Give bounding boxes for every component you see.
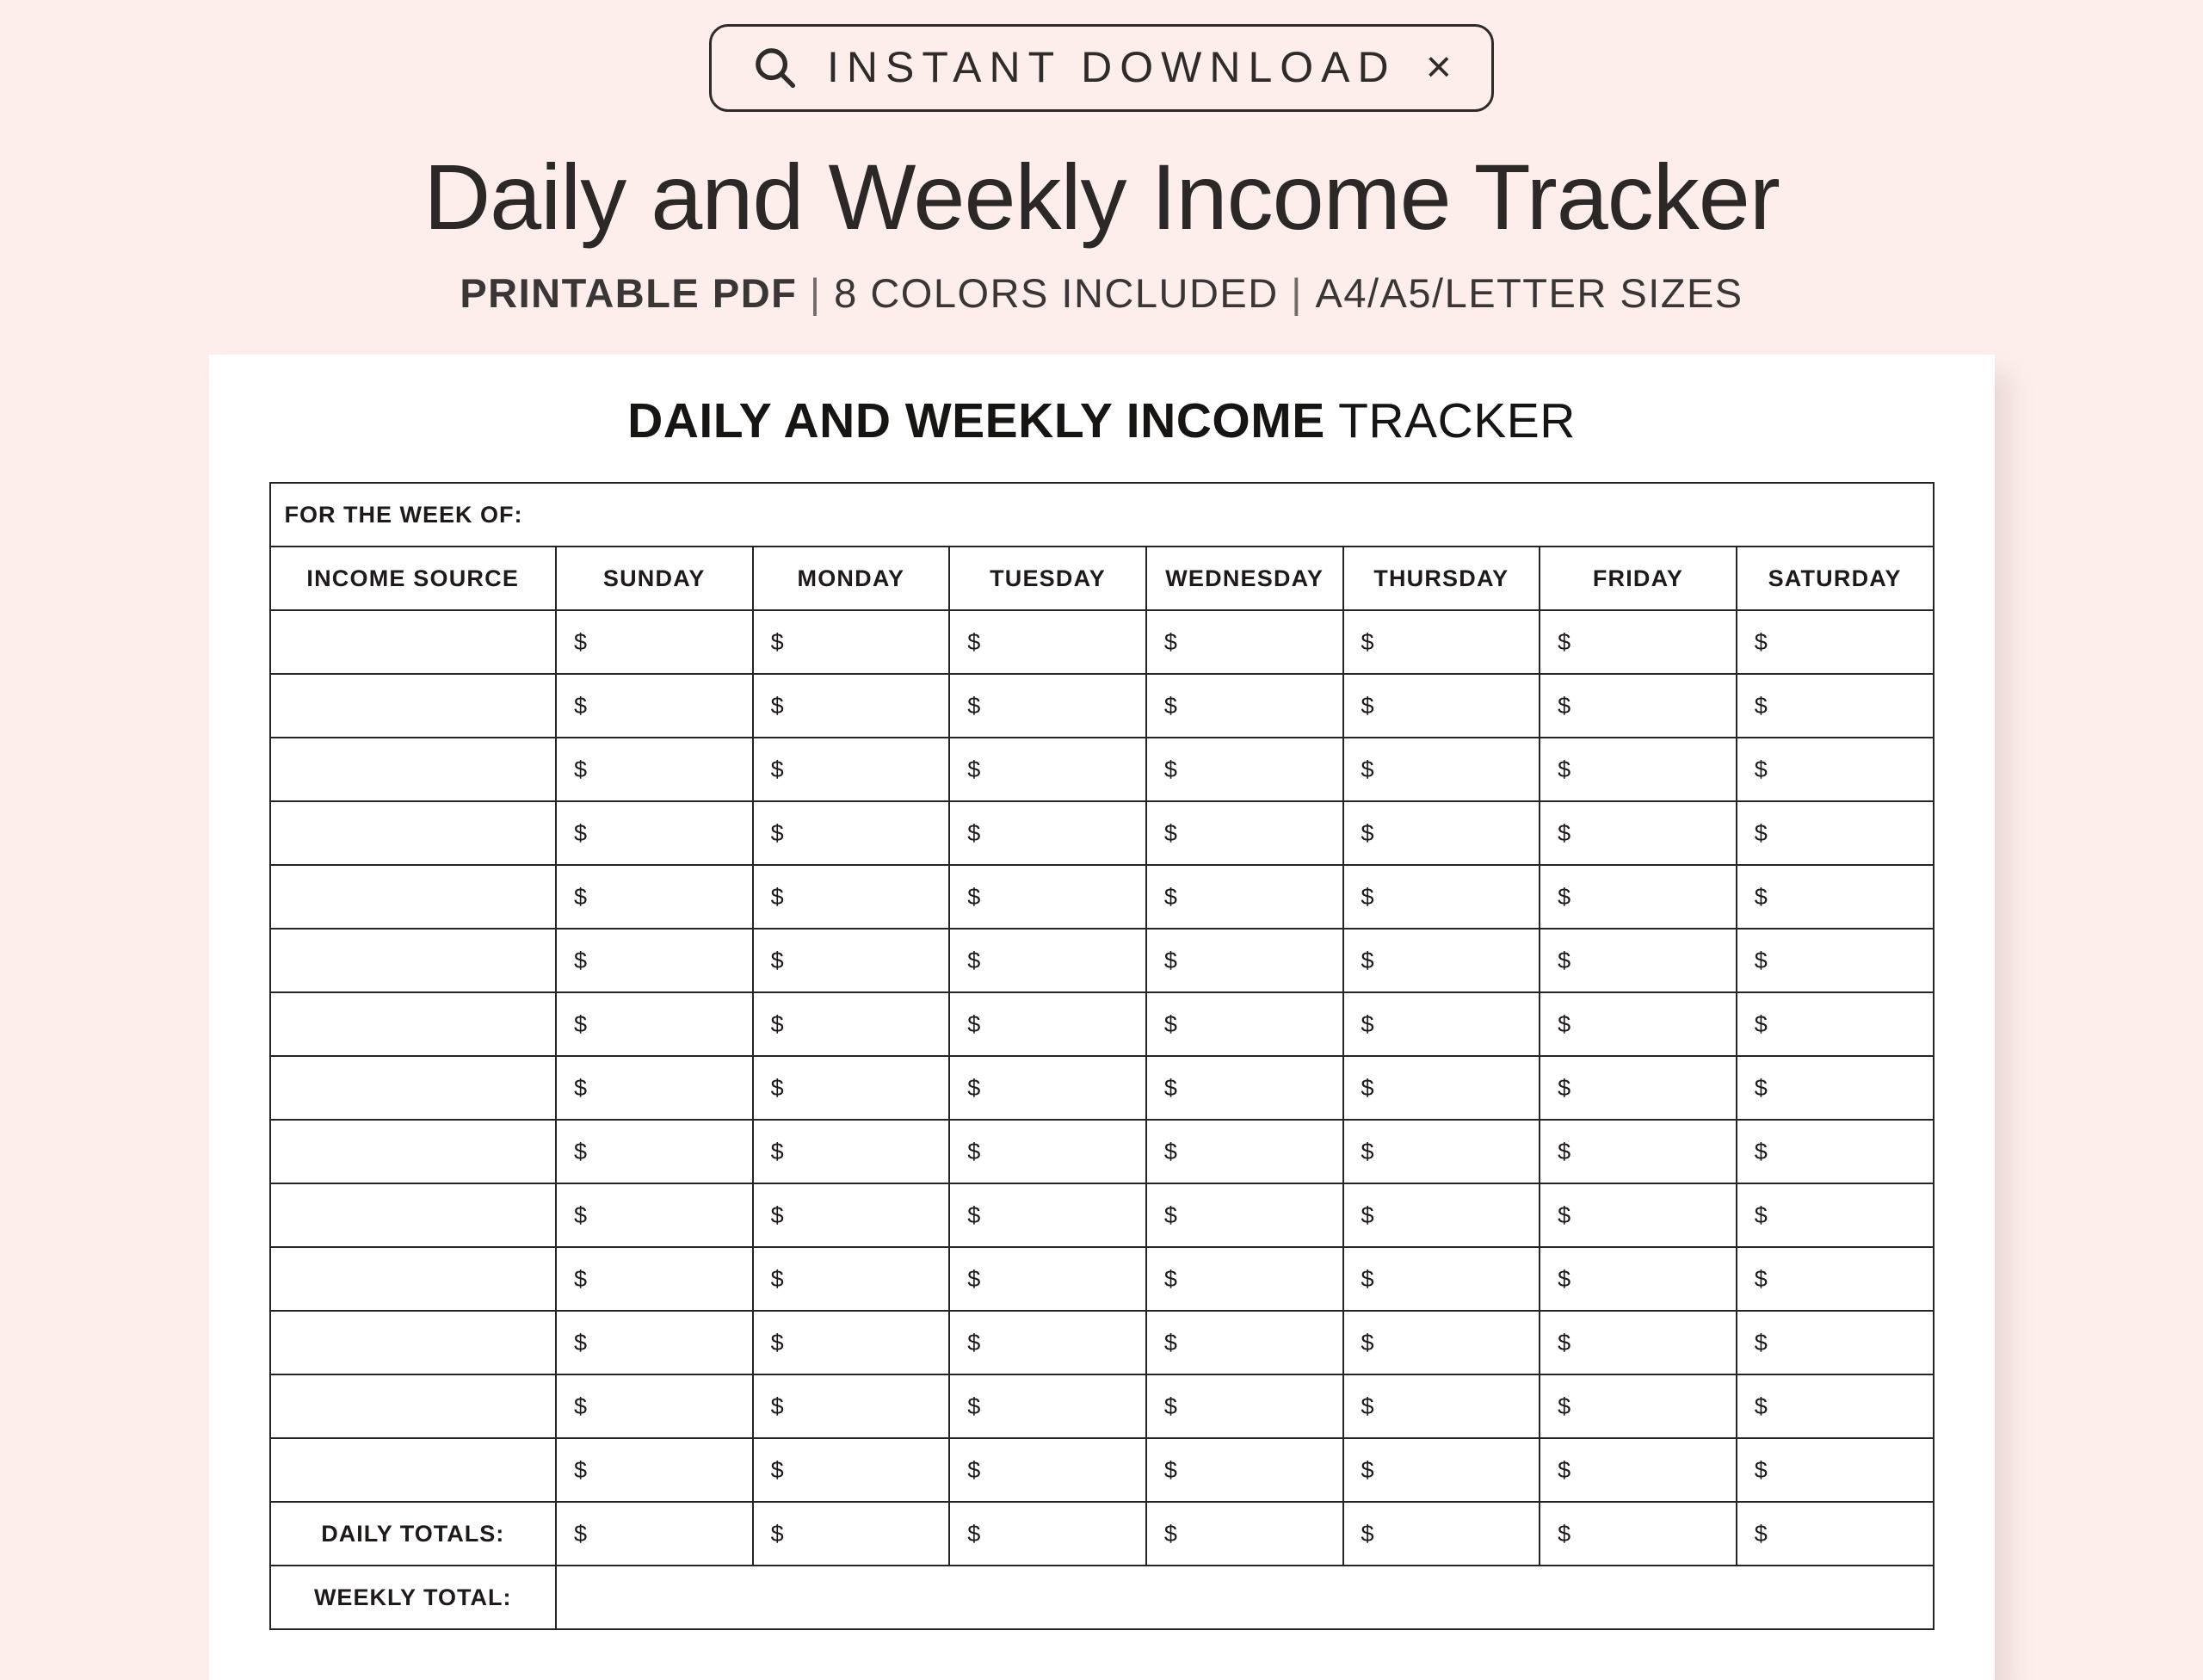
amount-input[interactable]: $ [753, 1056, 950, 1120]
table-row [270, 610, 1934, 674]
amount-input[interactable]: $ [1146, 1183, 1343, 1247]
amount-input[interactable]: $ [753, 1311, 950, 1374]
column-header-wednesday: WEDNESDAY [1146, 547, 1343, 610]
amount-input[interactable]: $ [753, 610, 950, 674]
amount-input[interactable]: $ [949, 1311, 1146, 1374]
income-source-input[interactable] [270, 801, 556, 865]
table-row [270, 674, 1934, 738]
amount-input[interactable]: $ [949, 610, 1146, 674]
table-row [270, 1183, 1934, 1247]
income-source-input[interactable] [270, 1311, 556, 1374]
daily-total-input[interactable]: $ [1737, 1502, 1934, 1566]
income-source-input[interactable] [270, 610, 556, 674]
table-row [270, 738, 1934, 801]
amount-input[interactable]: $ [1343, 801, 1540, 865]
income-source-input[interactable] [270, 992, 556, 1056]
table-header-row [270, 547, 1934, 610]
amount-input[interactable]: $ [949, 1438, 1146, 1502]
daily-total-input[interactable]: $ [1540, 1502, 1737, 1566]
amount-input[interactable]: $ [949, 1374, 1146, 1438]
daily-total-input[interactable]: $ [556, 1502, 753, 1566]
table-row [270, 992, 1934, 1056]
amount-input[interactable]: $ [556, 738, 753, 801]
column-header-thursday: THURSDAY [1343, 547, 1540, 610]
column-header-saturday: SATURDAY [1737, 547, 1934, 610]
amount-input[interactable]: $ [556, 929, 753, 992]
amount-input[interactable]: $ [1737, 929, 1934, 992]
amount-input[interactable]: $ [949, 1120, 1146, 1183]
amount-input[interactable]: $ [1146, 738, 1343, 801]
amount-input[interactable]: $ [556, 1374, 753, 1438]
amount-input[interactable]: $ [1737, 1438, 1934, 1502]
income-source-input[interactable] [270, 1247, 556, 1311]
amount-input[interactable]: $ [949, 1056, 1146, 1120]
subtitle-separator-2: | [1278, 270, 1316, 317]
amount-input[interactable]: $ [753, 1374, 950, 1438]
table-row [270, 1247, 1934, 1311]
amount-input[interactable]: $ [949, 992, 1146, 1056]
amount-input[interactable]: $ [1343, 1056, 1540, 1120]
amount-input[interactable]: $ [753, 1120, 950, 1183]
amount-input[interactable]: $ [1737, 674, 1934, 738]
amount-input[interactable]: $ [753, 801, 950, 865]
daily-total-input[interactable]: $ [949, 1502, 1146, 1566]
amount-input[interactable]: $ [1540, 1120, 1737, 1183]
instant-download-badge [709, 24, 1494, 112]
amount-input[interactable]: $ [1146, 865, 1343, 929]
amount-input[interactable]: $ [1540, 674, 1737, 738]
amount-input[interactable]: $ [1540, 865, 1737, 929]
income-tracker-table [269, 482, 1935, 1630]
column-header-tuesday: TUESDAY [949, 547, 1146, 610]
week-of-row [270, 483, 1934, 547]
amount-input[interactable]: $ [949, 674, 1146, 738]
weekly-total-label: WEEKLY TOTAL: [270, 1566, 556, 1629]
amount-input[interactable]: $ [1343, 1183, 1540, 1247]
amount-input[interactable]: $ [1737, 1247, 1934, 1311]
amount-input[interactable]: $ [1737, 1311, 1934, 1374]
amount-input[interactable]: $ [1343, 865, 1540, 929]
amount-input[interactable]: $ [1737, 1374, 1934, 1438]
amount-input[interactable]: $ [1737, 738, 1934, 801]
amount-input[interactable]: $ [753, 1247, 950, 1311]
instant-download-label: INSTANT DOWNLOAD [826, 43, 1397, 91]
amount-input[interactable]: $ [1343, 992, 1540, 1056]
amount-input[interactable]: $ [949, 1183, 1146, 1247]
amount-input[interactable]: $ [1146, 1438, 1343, 1502]
table-row [270, 1438, 1934, 1502]
sheet-title-strong: DAILY AND WEEKLY INCOME [627, 393, 1325, 449]
amount-input[interactable]: $ [1540, 1183, 1737, 1247]
amount-input[interactable]: $ [556, 865, 753, 929]
income-source-input[interactable] [270, 929, 556, 992]
income-source-input[interactable] [270, 1438, 556, 1502]
income-source-input[interactable] [270, 1120, 556, 1183]
amount-input[interactable]: $ [556, 992, 753, 1056]
subtitle-colors: 8 COLORS INCLUDED [834, 270, 1279, 317]
daily-totals-row [270, 1502, 1934, 1566]
amount-input[interactable]: $ [1343, 929, 1540, 992]
search-icon [751, 44, 798, 90]
amount-input[interactable]: $ [1737, 801, 1934, 865]
amount-input[interactable]: $ [1146, 610, 1343, 674]
column-header-sunday: SUNDAY [556, 547, 753, 610]
amount-input[interactable]: $ [1540, 801, 1737, 865]
weekly-total-input[interactable] [556, 1566, 1934, 1629]
amount-input[interactable]: $ [1146, 674, 1343, 738]
amount-input[interactable]: $ [1146, 1247, 1343, 1311]
amount-input[interactable]: $ [949, 738, 1146, 801]
amount-input[interactable]: $ [1343, 1311, 1540, 1374]
amount-input[interactable]: $ [753, 865, 950, 929]
amount-input[interactable]: $ [1540, 1056, 1737, 1120]
amount-input[interactable]: $ [1146, 1120, 1343, 1183]
amount-input[interactable]: $ [753, 992, 950, 1056]
amount-input[interactable]: $ [1146, 801, 1343, 865]
income-source-input[interactable] [270, 865, 556, 929]
amount-input[interactable]: $ [1343, 1374, 1540, 1438]
sheet-title-light: TRACKER [1324, 393, 1576, 449]
amount-input[interactable]: $ [1737, 992, 1934, 1056]
amount-input[interactable]: $ [556, 1120, 753, 1183]
amount-input[interactable]: $ [1540, 738, 1737, 801]
income-source-input[interactable] [270, 738, 556, 801]
amount-input[interactable]: $ [1737, 610, 1934, 674]
amount-input[interactable]: $ [556, 1183, 753, 1247]
table-row [270, 801, 1934, 865]
column-header-friday: FRIDAY [1540, 547, 1737, 610]
amount-input[interactable]: $ [1540, 1311, 1737, 1374]
amount-input[interactable]: $ [1540, 1374, 1737, 1438]
amount-input[interactable]: $ [1146, 992, 1343, 1056]
income-source-input[interactable] [270, 1374, 556, 1438]
amount-input[interactable]: $ [949, 929, 1146, 992]
page-subtitle [0, 269, 2203, 317]
amount-input[interactable]: $ [556, 610, 753, 674]
weekly-total-row [270, 1566, 1934, 1629]
amount-input[interactable]: $ [1343, 1247, 1540, 1311]
amount-input[interactable]: $ [556, 1311, 753, 1374]
amount-input[interactable]: $ [753, 1438, 950, 1502]
printable-preview [209, 355, 1995, 1680]
income-source-input[interactable] [270, 1183, 556, 1247]
subtitle-sizes: A4/A5/LETTER SIZES [1315, 270, 1743, 317]
page-title: Daily and Weekly Income Tracker [423, 145, 1780, 249]
table-row [270, 1056, 1934, 1120]
amount-input[interactable]: $ [753, 929, 950, 992]
amount-input[interactable]: $ [1146, 1374, 1343, 1438]
amount-input[interactable]: $ [1737, 1183, 1934, 1247]
amount-input[interactable]: $ [753, 674, 950, 738]
amount-input[interactable]: $ [556, 674, 753, 738]
amount-input[interactable]: $ [1146, 1056, 1343, 1120]
table-row [270, 865, 1934, 929]
amount-input[interactable]: $ [1146, 1311, 1343, 1374]
amount-input[interactable]: $ [1343, 1120, 1540, 1183]
amount-input[interactable]: $ [949, 1247, 1146, 1311]
amount-input[interactable]: $ [556, 1056, 753, 1120]
subtitle-separator-1: | [797, 270, 835, 317]
subtitle-format: PRINTABLE PDF [460, 270, 798, 317]
table-row [270, 1120, 1934, 1183]
amount-input[interactable]: $ [1540, 992, 1737, 1056]
amount-input[interactable]: $ [753, 738, 950, 801]
amount-input[interactable]: $ [1540, 610, 1737, 674]
amount-input[interactable]: $ [1146, 929, 1343, 992]
daily-totals-label: DAILY TOTALS: [270, 1502, 556, 1566]
amount-input[interactable]: $ [556, 1438, 753, 1502]
amount-input[interactable]: $ [1540, 1438, 1737, 1502]
instant-download-banner [0, 0, 2203, 112]
daily-total-input[interactable]: $ [1343, 1502, 1540, 1566]
close-icon[interactable]: × [1425, 42, 1452, 92]
table-row [270, 929, 1934, 992]
amount-input[interactable]: $ [1737, 865, 1934, 929]
amount-input[interactable]: $ [1737, 1120, 1934, 1183]
income-source-input[interactable] [270, 674, 556, 738]
column-header-monday: MONDAY [753, 547, 950, 610]
amount-input[interactable]: $ [949, 865, 1146, 929]
amount-input[interactable]: $ [1343, 1438, 1540, 1502]
amount-input[interactable]: $ [1343, 610, 1540, 674]
table-row [270, 1311, 1934, 1374]
sheet-title [269, 392, 1935, 449]
daily-total-input[interactable]: $ [753, 1502, 950, 1566]
amount-input[interactable]: $ [1737, 1056, 1934, 1120]
amount-input[interactable]: $ [1540, 1247, 1737, 1311]
amount-input[interactable]: $ [1343, 738, 1540, 801]
table-row [270, 1374, 1934, 1438]
amount-input[interactable]: $ [1343, 674, 1540, 738]
amount-input[interactable]: $ [1540, 929, 1737, 992]
column-header-income-source: INCOME SOURCE [270, 547, 556, 610]
amount-input[interactable]: $ [556, 1247, 753, 1311]
week-of-label[interactable]: FOR THE WEEK OF: [270, 483, 1934, 547]
income-source-input[interactable] [270, 1056, 556, 1120]
amount-input[interactable]: $ [556, 801, 753, 865]
tracker-sheet [209, 355, 1995, 1680]
amount-input[interactable]: $ [949, 801, 1146, 865]
daily-total-input[interactable]: $ [1146, 1502, 1343, 1566]
amount-input[interactable]: $ [753, 1183, 950, 1247]
